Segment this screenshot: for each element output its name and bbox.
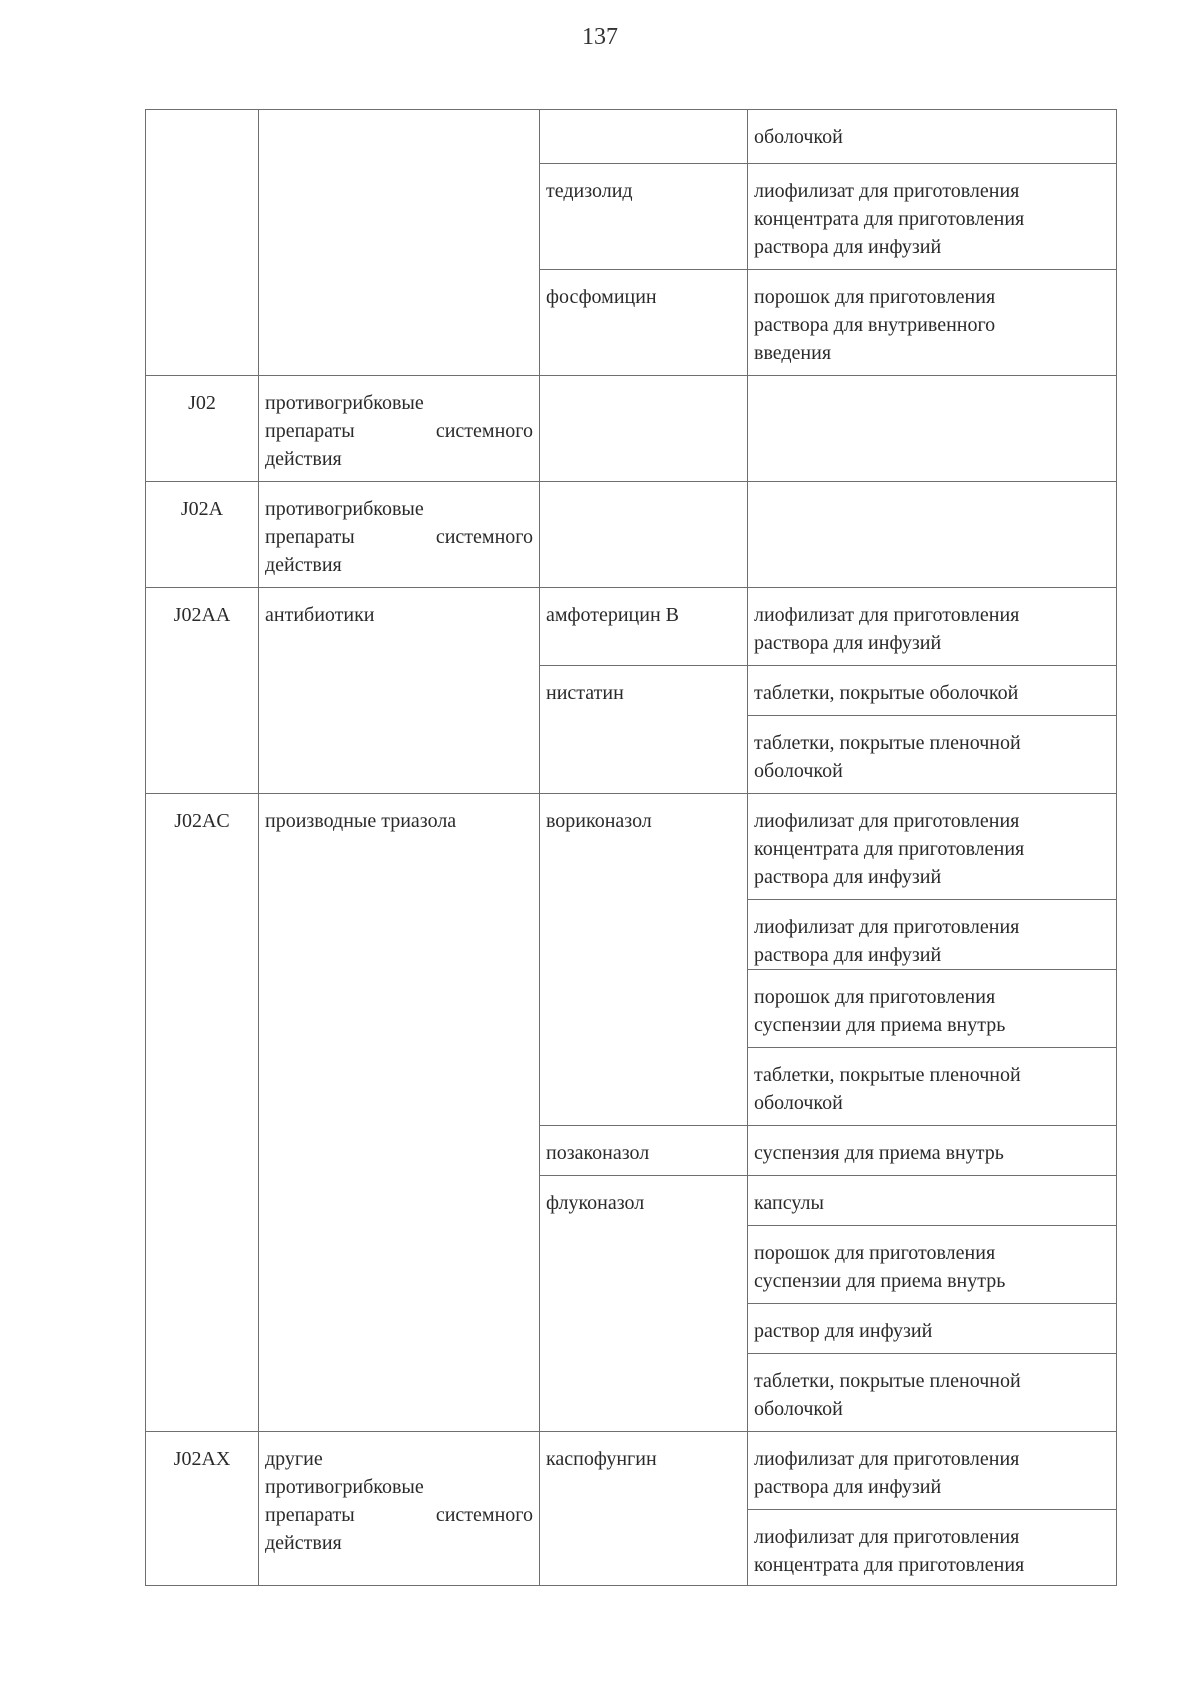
dosage-form-cell: таблетки, покрытые пленочной оболочкой bbox=[748, 716, 1117, 794]
atc-code-cell: J02AC bbox=[146, 794, 259, 1432]
dosage-form-cell: суспензия для приема внутрь bbox=[748, 1126, 1117, 1176]
group-name-cell: антибиотики bbox=[259, 588, 540, 794]
table-row bbox=[146, 482, 1117, 588]
group-name-cell: противогрибковые препараты системного действия bbox=[259, 482, 540, 588]
dosage-form-cell: оболочкой bbox=[748, 110, 1117, 164]
atc-code-cell: J02A bbox=[146, 482, 259, 588]
table-row bbox=[146, 588, 1117, 666]
inn-cell: позаконазол bbox=[540, 1126, 748, 1176]
dosage-form-cell bbox=[748, 482, 1117, 588]
group-name-cell: другие противогрибковые препараты системного действия bbox=[259, 1432, 540, 1586]
table-row bbox=[146, 110, 1117, 164]
page-number: 137 bbox=[582, 24, 618, 50]
inn-cell: вориконазол bbox=[540, 794, 748, 1126]
dosage-form-cell: лиофилизат для приготовления концентрата для приготовления раствора для инфузий bbox=[748, 164, 1117, 270]
table-row bbox=[146, 1432, 1117, 1510]
dosage-form-cell: таблетки, покрытые пленочной оболочкой bbox=[748, 1048, 1117, 1126]
dosage-form-cell: раствор для инфузий bbox=[748, 1304, 1117, 1354]
dosage-form-cell: порошок для приготовления раствора для внутривенного введения bbox=[748, 270, 1117, 376]
dosage-form-cell: таблетки, покрытые оболочкой bbox=[748, 666, 1117, 716]
dosage-form-cell: таблетки, покрытые пленочной оболочкой bbox=[748, 1354, 1117, 1432]
group-name-cell bbox=[259, 110, 540, 376]
inn-cell bbox=[540, 110, 748, 164]
dosage-form-cell bbox=[748, 376, 1117, 482]
inn-cell: тедизолид bbox=[540, 164, 748, 270]
inn-cell: флуконазол bbox=[540, 1176, 748, 1432]
atc-code-cell bbox=[146, 110, 259, 376]
inn-cell bbox=[540, 482, 748, 588]
dosage-form-cell: порошок для приготовления суспензии для приема внутрь bbox=[748, 1226, 1117, 1304]
dosage-form-cell: лиофилизат для приготовления раствора для инфузий bbox=[748, 588, 1117, 666]
dosage-form-cell: лиофилизат для приготовления концентрата для приготовления раствора для инфузий bbox=[748, 794, 1117, 900]
group-name-cell: производные триазола bbox=[259, 794, 540, 1432]
group-name-cell: противогрибковые препараты системного действия bbox=[259, 376, 540, 482]
inn-cell: амфотерицин В bbox=[540, 588, 748, 666]
inn-cell: нистатин bbox=[540, 666, 748, 794]
dosage-form-cell: лиофилизат для приготовления раствора для инфузий bbox=[748, 900, 1117, 970]
dosage-form-cell: лиофилизат для приготовления концентрата для приготовления bbox=[748, 1510, 1117, 1586]
atc-code-cell: J02AX bbox=[146, 1432, 259, 1586]
table-row bbox=[146, 794, 1117, 900]
atc-code-cell: J02 bbox=[146, 376, 259, 482]
dosage-form-cell: капсулы bbox=[748, 1176, 1117, 1226]
table-row bbox=[146, 376, 1117, 482]
atc-code-cell: J02AA bbox=[146, 588, 259, 794]
dosage-form-cell: лиофилизат для приготовления раствора для инфузий bbox=[748, 1432, 1117, 1510]
inn-cell bbox=[540, 376, 748, 482]
dosage-form-cell: порошок для приготовления суспензии для приема внутрь bbox=[748, 970, 1117, 1048]
inn-cell: фосфомицин bbox=[540, 270, 748, 376]
inn-cell: каспофунгин bbox=[540, 1432, 748, 1586]
drug-list-table bbox=[145, 109, 1117, 1586]
